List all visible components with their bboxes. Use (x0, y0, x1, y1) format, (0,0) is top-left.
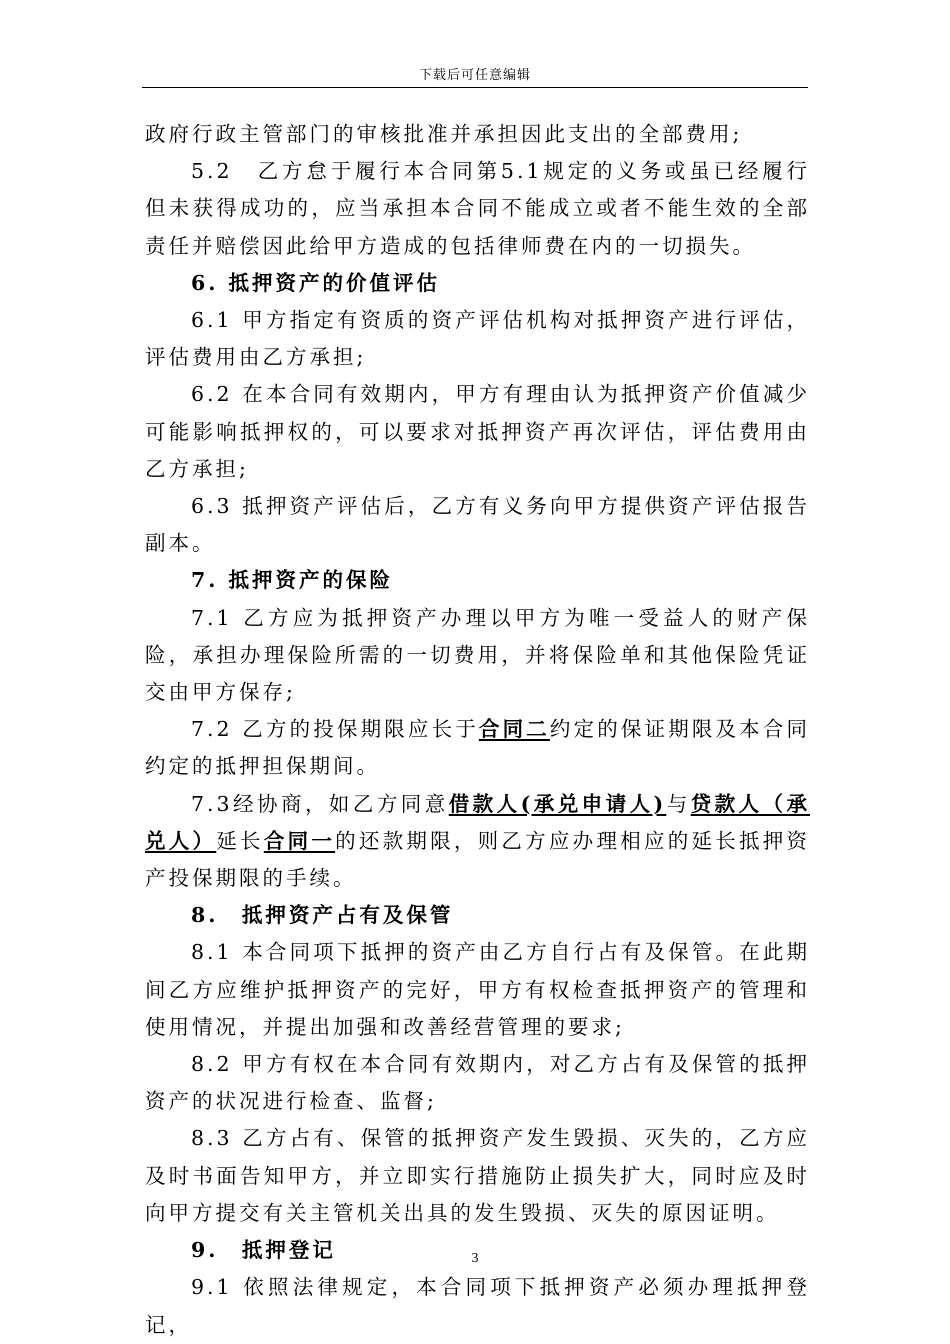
paragraph-6-3: 6.3 抵押资产评估后，乙方有义务向甲方提供资产评估报告副本。 (145, 494, 810, 556)
paragraph-6-1: 6.1 甲方指定有资质的资产评估机构对抵押资产进行评估，评估费用由乙方承担; (145, 308, 810, 370)
paragraph-7-3 (145, 786, 810, 898)
paragraph-8-2: 8.2 甲方有权在本合同有效期内，对乙方占有及保管的抵押资产的状况进行检查、监督; (145, 1052, 810, 1114)
paragraph-6-2: 6.2 在本合同有效期内，甲方有理由认为抵押资产价值减少可能影响抵押权的，可以要求对抵押资产再次评估，评估费用由乙方承担; (145, 382, 810, 481)
underlined-contract-ref: 合同二 (478, 717, 550, 742)
underlined-borrower: 借款人(承兑申请人) (448, 791, 667, 816)
section-heading-8: 8. 抵押资产占有及保管 (191, 903, 454, 928)
paragraph-5-2: 5.2 乙方怠于履行本合同第5.1规定的义务或虽已经履行但未获得成功的，应当承担本合同不能成立或者不能生效的全部责任并赔偿因此给甲方造成的包括律师费在内的一切损失。 (145, 159, 810, 258)
page-header: 下载后可任意编辑 (418, 68, 531, 83)
document-body (145, 116, 810, 1344)
text-run: 7.3经协商，如乙方同意 (191, 791, 449, 816)
paragraph-8-1: 8.1 本合同项下抵押的资产由乙方自行占有及保管。在此期间乙方应维护抵押资产的完好，甲方有权检查抵押资产的管理和使用情况，并提出加强和改善经营管理的要求; (145, 940, 810, 1039)
text-run: 与 (666, 791, 691, 816)
text-run: 约定的保证期限及本合同约定的抵押担保期间。 (145, 717, 811, 779)
paragraph-7-1: 7.1 乙方应为抵押资产办理以甲方为唯一受益人的财产保险，承担办理保险所需的一切费用，并将保险单和其他保险凭证交由甲方保存; (145, 605, 810, 705)
underlined-contract-ref: 合同一 (263, 828, 336, 853)
underlined-lender: 贷款人（承兑人） (145, 791, 811, 853)
section-heading-7: 7. 抵押资产的保险 (191, 568, 394, 593)
paragraph-9-1: 9.1 依照法律规定，本合同项下抵押资产必须办理抵押登记， (145, 1275, 810, 1337)
page-number: 3 (471, 1251, 479, 1266)
section-heading-9: 9. 抵押登记 (191, 1238, 336, 1263)
header-rule (142, 87, 808, 88)
paragraph-7-2 (145, 711, 810, 785)
paragraph-8-3: 8.3 乙方占有、保管的抵押资产发生毁损、灭失的，乙方应及时书面告知甲方，并立即实行措施防止损失扩大，同时应及时向甲方提交有关主管机关出具的发生毁损、灭失的原因证明。 (145, 1126, 810, 1225)
text-run: 的还款期限，则乙方应办理相应的延长抵押资产投保期限的手续。 (145, 828, 811, 891)
paragraph-continuation: 政府行政主管部门的审核批准并承担因此支出的全部费用; (145, 122, 743, 146)
text-run: 7.2 乙方的投保期限应长于 (191, 717, 479, 742)
text-run: 延长 (216, 828, 264, 853)
section-heading-6: 6. 抵押资产的价值评估 (191, 270, 441, 295)
